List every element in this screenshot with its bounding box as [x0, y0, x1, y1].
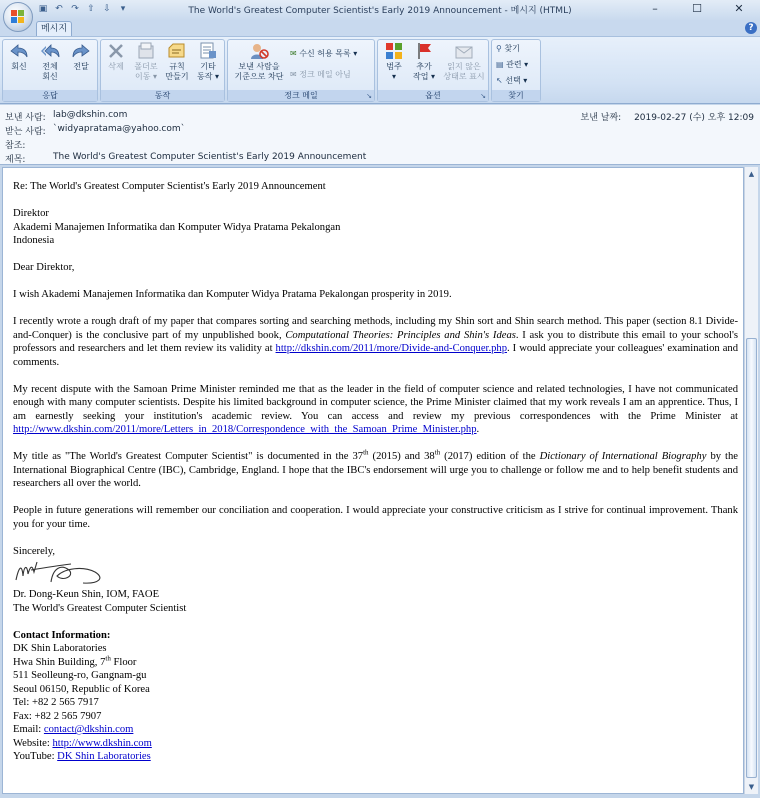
group-find — [491, 39, 541, 102]
close-button[interactable]: ✕ — [734, 2, 744, 15]
rules-icon — [167, 42, 187, 60]
from-value[interactable]: lab@dkshin.com — [53, 110, 128, 120]
block-sender-button[interactable]: 보낸 사람을 기준으로 차단 — [231, 42, 287, 82]
down-arrow-icon[interactable]: ⇩ — [103, 4, 111, 14]
cc-row — [5, 138, 53, 151]
to-row — [5, 124, 186, 137]
to-label: 받는 사람: — [5, 127, 46, 137]
email-link[interactable]: contact@dkshin.com — [43, 724, 134, 735]
cc-label: 참조: — [5, 141, 26, 151]
contact-city: Seoul 06150, Republic of Korea — [13, 683, 150, 695]
message-body[interactable] — [2, 167, 744, 794]
delete-icon — [106, 42, 126, 60]
group-junk-mail — [227, 39, 375, 102]
scroll-down-icon[interactable]: ▼ — [748, 783, 755, 791]
recipient-block — [13, 207, 738, 248]
youtube-label: YouTube: — [13, 751, 58, 762]
maximize-button[interactable]: ☐ — [692, 2, 702, 15]
not-junk-icon: ✉ — [290, 70, 297, 79]
group-actions — [100, 39, 225, 102]
website-link[interactable]: http://www.dkshin.com — [52, 737, 152, 749]
ribbon — [0, 36, 760, 104]
cursor-icon: ↖ — [496, 76, 503, 85]
contact-street: 511 Seolleung-ro, Gangnam-gu — [13, 670, 147, 681]
dialog-launcher-icon[interactable]: ↘ — [366, 92, 372, 100]
paragraph-4: My title as "The World's Greatest Computer Scientist" is documented in the 37th (2015) and 38th (2017) edition of the Dictionary of International Biography by the International Biographical Centre (IBC), Cambridge, England. I hope that the IBC's endorsement will urge you to challenge or follow me and to help benefit students and researchers all over the world. — [13, 448, 738, 489]
tab-message[interactable]: 메시지 — [36, 21, 72, 36]
binoculars-icon: ⚲ — [496, 44, 502, 53]
save-icon[interactable]: ▣ — [38, 4, 48, 14]
recipient-title: Direktor — [13, 208, 49, 219]
divide-conquer-link[interactable]: http://dkshin.com/2011/more/Divide-and-Conquer.php — [275, 343, 508, 354]
contact-block — [13, 629, 738, 764]
subject-value: The World's Greatest Computer Scientist's Early 2019 Announcement — [53, 152, 367, 162]
window-bottom-border — [0, 794, 760, 798]
contact-building: Hwa Shin Building, 7th Floor — [13, 653, 137, 668]
create-rule-button[interactable]: 규칙 만들기 — [163, 42, 191, 82]
other-actions-icon — [198, 42, 218, 60]
subject-label: 제목: — [5, 155, 26, 165]
safe-list-button[interactable]: ✉ 수신 허용 목록 ▾ — [290, 49, 358, 58]
signature-block — [13, 588, 738, 615]
forward-button[interactable]: 전달 — [68, 42, 94, 72]
mark-unread-button[interactable]: 읽지 않은 상태로 표시 — [440, 42, 488, 82]
signer-title: The World's Greatest Computer Scientist — [13, 602, 187, 614]
window-controls — [634, 0, 760, 20]
group-label-junk: 정크 메일 — [228, 90, 374, 101]
related-button[interactable]: ▤ 관련 ▾ — [496, 60, 529, 69]
flag-icon — [414, 42, 434, 60]
office-button[interactable] — [3, 2, 33, 32]
title-bar — [0, 0, 760, 20]
related-icon: ▤ — [496, 60, 504, 69]
message-header — [0, 105, 760, 165]
handwritten-signature-icon — [13, 558, 108, 588]
reply-all-button[interactable]: 전체 회신 — [36, 42, 64, 82]
signature-image — [13, 558, 738, 588]
correspondence-link[interactable]: http://www.dkshin.com/2011/more/Letters_in_2018/Correspondence_with_the_Samoan_Prime_Minister.php — [13, 424, 477, 435]
dialog-launcher-icon[interactable]: ↘ — [480, 92, 486, 100]
sent-value: 2019-02-27 (수) 오후 12:09 — [634, 113, 754, 123]
delete-button[interactable]: 삭제 — [103, 42, 129, 72]
folder-icon — [136, 42, 156, 60]
redo-icon[interactable]: ↷ — [71, 4, 79, 14]
salutation: Dear Direktor, — [13, 262, 75, 273]
safe-list-icon: ✉ — [290, 49, 297, 58]
book-title: Computational Theories: Principles and Shin's Ideas — [285, 329, 516, 341]
contact-tel: Tel: +82 2 565 7917 — [13, 697, 99, 708]
forward-icon — [71, 42, 91, 60]
paragraph-1: I wish Akademi Manajemen Informatika dan Komputer Widya Pratama Pekalongan prosperity in 2019. — [13, 289, 452, 300]
categorize-button[interactable]: 범주 ▾ — [380, 42, 408, 82]
paragraph-2: I recently wrote a rough draft of my paper that compares sorting and searching methods, including my Shin sort and Shin search method. This paper (section 8.1 Divide-and-Conquer) is the conclusive part of my unpublished book, Computational Theories: Principles and Shin's Ideas. I ask you to distribute this email to your school's professors and researchers and let them review its validity at http://dkshin.com/2011/more/Divide-and-Conquer.php. I would appreciate your colleagues' examination and comments. — [13, 316, 738, 368]
move-to-folder-button[interactable]: 폴더로 이동 ▾ — [131, 42, 161, 82]
vertical-scrollbar[interactable] — [744, 167, 758, 794]
undo-icon[interactable]: ↶ — [55, 4, 63, 14]
website-label: Website: — [13, 737, 53, 749]
customize-qat-icon[interactable]: ▾ — [120, 4, 126, 14]
scroll-up-icon[interactable]: ▲ — [748, 170, 755, 178]
block-sender-icon — [249, 42, 269, 60]
sent-row — [581, 110, 754, 123]
closing: Sincerely, — [13, 545, 55, 557]
youtube-link[interactable]: DK Shin Laboratories — [57, 751, 151, 762]
group-label-find: 찾기 — [492, 90, 540, 101]
paragraph-5: People in future generations will remember our conciliation and cooperation. I would appreciate your constructive criticism as I strive for continual improvement. Thank you for your time. — [13, 505, 738, 530]
contact-org: DK Shin Laboratories — [13, 643, 107, 654]
scroll-thumb[interactable] — [746, 338, 757, 778]
from-label: 보낸 사람: — [5, 113, 46, 123]
follow-up-button[interactable]: 추가 작업 ▾ — [410, 42, 438, 82]
select-button[interactable]: ↖ 선택 ▾ — [496, 76, 528, 85]
contact-fax: Fax: +82 2 565 7907 — [13, 710, 102, 722]
to-value[interactable]: `widyapratama@yahoo.com` — [53, 124, 186, 134]
help-icon[interactable]: ? — [745, 22, 757, 34]
group-label-actions: 동작 — [101, 90, 224, 101]
reply-button[interactable]: 회신 — [6, 42, 32, 72]
group-options — [377, 39, 489, 102]
find-button[interactable]: ⚲ 찾기 — [496, 44, 520, 53]
from-row — [5, 110, 128, 123]
categorize-icon — [384, 42, 404, 60]
sent-label: 보낸 날짜: — [580, 113, 622, 123]
recipient-country: Indonesia — [13, 235, 55, 246]
recipient-org: Akademi Manajemen Informatika dan Komputer Widya Pratama Pekalongan — [13, 221, 341, 233]
reply-all-icon — [40, 42, 60, 60]
group-label-respond: 응답 — [3, 90, 97, 101]
not-junk-button[interactable]: ✉ 정크 메일 아님 — [290, 70, 351, 79]
window-title: The World's Greatest Computer Scientist's Early 2019 Announcement - 메시지 (HTML) — [188, 6, 572, 16]
up-arrow-icon[interactable]: ⇧ — [87, 4, 95, 14]
minimize-button[interactable]: – — [652, 2, 658, 15]
re-line: Re: The World's Greatest Computer Scientist's Early 2019 Announcement — [13, 181, 326, 192]
dictionary-title: Dictionary of International Biography — [539, 451, 707, 462]
other-actions-button[interactable]: 기타 동작 ▾ — [193, 42, 223, 82]
contact-heading: Contact Information: — [13, 629, 111, 641]
office-logo-icon — [11, 10, 25, 24]
subject-row — [5, 152, 367, 165]
reply-icon — [9, 42, 29, 60]
group-label-options: 옵션 — [378, 90, 488, 101]
signer-name: Dr. Dong-Keun Shin, IOM, FAOE — [13, 589, 160, 600]
group-respond — [2, 39, 98, 102]
envelope-icon — [454, 42, 474, 60]
letter-content — [13, 180, 738, 777]
paragraph-3: My recent dispute with the Samoan Prime Minister reminded me that as the leader in the field of computer science and related technologies, I have not communicated enough with many computer scientists. Despite his limited background in computer science, the Prime Minister claimed that my work reveals I am an apprentice. Thus, I am earnestly seeking your institution's academic review. You can access and review my previous correspondences with the Prime Minister at http://www.dkshin.com/2011/more/Letters_in_2018/Correspondence_with_the_Samoan_Prime_Minister.php. — [13, 383, 738, 435]
email-label: Email: — [13, 724, 44, 735]
ribbon-tab-row — [0, 20, 760, 36]
